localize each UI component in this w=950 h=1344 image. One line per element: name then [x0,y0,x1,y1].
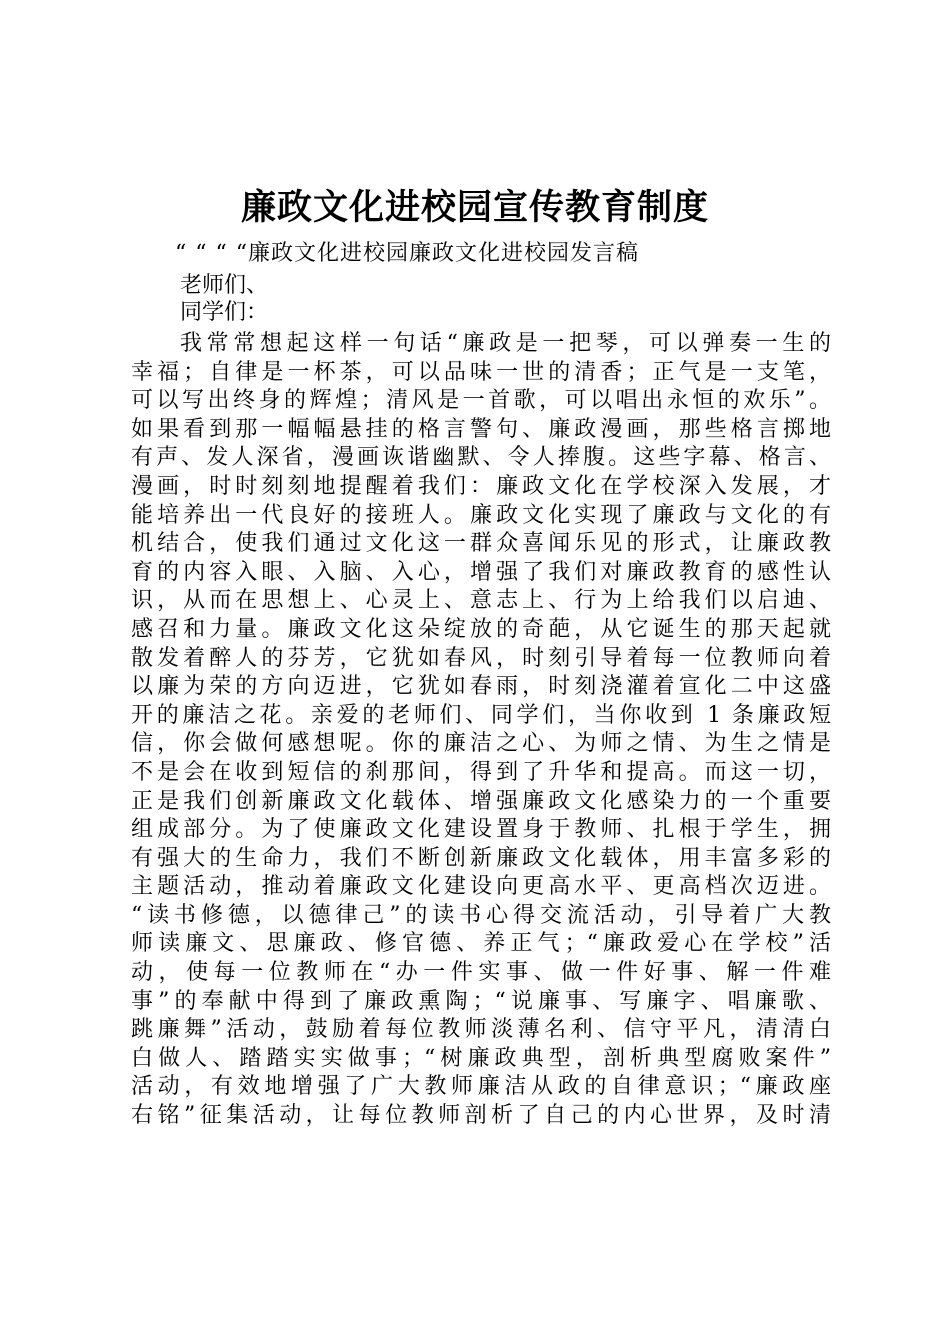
greeting-teachers: 老师们、 [180,273,269,298]
body-line: 漫画，时时刻刻地提醒着我们：廉政文化在学校深入发展，才 [131,473,831,499]
body-line: 动，使每一位教师在“办一件实事、做一件好事、解一件难 [131,960,831,986]
body-line: 跳廉舞”活动，鼓励着每位教师淡薄名利、信守平凡，清清白 [131,1017,831,1043]
body-line: 识，从而在思想上、心灵上、意志上、行为上给我们以启迪、 [131,588,831,614]
body-line: 我常常想起这样一句话“廉政是一把琴，可以弹奏一生的 [180,331,831,356]
body-line: 师读廉文、思廉政、修官德、养正气；“廉政爱心在学校”活 [131,931,831,957]
body-line: 信，你会做何感想呢。你的廉洁之心、为师之情、为生之情是 [131,731,831,757]
document-subtitle: “ “ “ “廉政文化进校园廉政文化进校园发言稿 [175,241,639,266]
body-line: 主题活动，推动着廉政文化建设向更高水平、更高档次迈进。 [131,874,831,900]
body-line: 可以写出终身的辉煌；清风是一首歌，可以唱出永恒的欢乐”。 [131,388,831,414]
body-line: 幸福；自律是一杯茶，可以品味一世的清香；正气是一支笔， [131,359,831,385]
body-line: 右铭”征集活动，让每位教师剖析了自己的内心世界，及时清 [131,1103,831,1129]
body-line: 正是我们创新廉政文化载体、增强廉政文化感染力的一个重要 [131,788,831,814]
body-paragraph [131,330,831,1131]
body-line: 开的廉洁之花。亲爱的老师们、同学们，当你收到 1 条廉政短 [131,702,831,728]
body-line: 事”的奉献中得到了廉政熏陶；“说廉事、写廉字、唱廉歌、 [131,988,831,1014]
body-line: 感召和力量。廉政文化这朵绽放的奇葩，从它诞生的那天起就 [131,616,831,642]
body-line: 如果看到那一幅幅悬挂的格言警句、廉政漫画，那些格言掷地 [131,416,831,442]
body-line: 白做人、踏踏实实做事；“树廉政典型，剖析典型腐败案件” [131,1045,831,1071]
body-line: 有强大的生命力，我们不断创新廉政文化载体，用丰富多彩的 [131,845,831,871]
body-line: 活动，有效地增强了广大教师廉洁从政的自律意识；“廉政座 [131,1074,831,1100]
body-line: “读书修德，以德律己”的读书心得交流活动，引导着广大教 [131,902,831,928]
body-line: 以廉为荣的方向迈进，它犹如春雨，时刻浇灌着宣化二中这盛 [131,674,831,700]
body-line: 散发着醉人的芬芳，它犹如春风，时刻引导着每一位教师向着 [131,645,831,671]
body-line: 能培养出一代良好的接班人。廉政文化实现了廉政与文化的有 [131,502,831,528]
body-line: 育的内容入眼、入脑、入心，增强了我们对廉政教育的感性认 [131,559,831,585]
body-line: 组成部分。为了使廉政文化建设置身于教师、扎根于学生，拥 [131,817,831,843]
document-title: 廉政文化进校园宣传教育制度 [240,188,709,228]
body-line: 不是会在收到短信的刹那间，得到了升华和提高。而这一切， [131,759,831,785]
body-line: 机结合，使我们通过文化这一群众喜闻乐见的形式，让廉政教 [131,531,831,557]
body-line: 有声、发人深省，漫画诙谐幽默、令人捧腹。这些字幕、格言、 [131,445,831,471]
greeting-students: 同学们： [180,300,269,325]
